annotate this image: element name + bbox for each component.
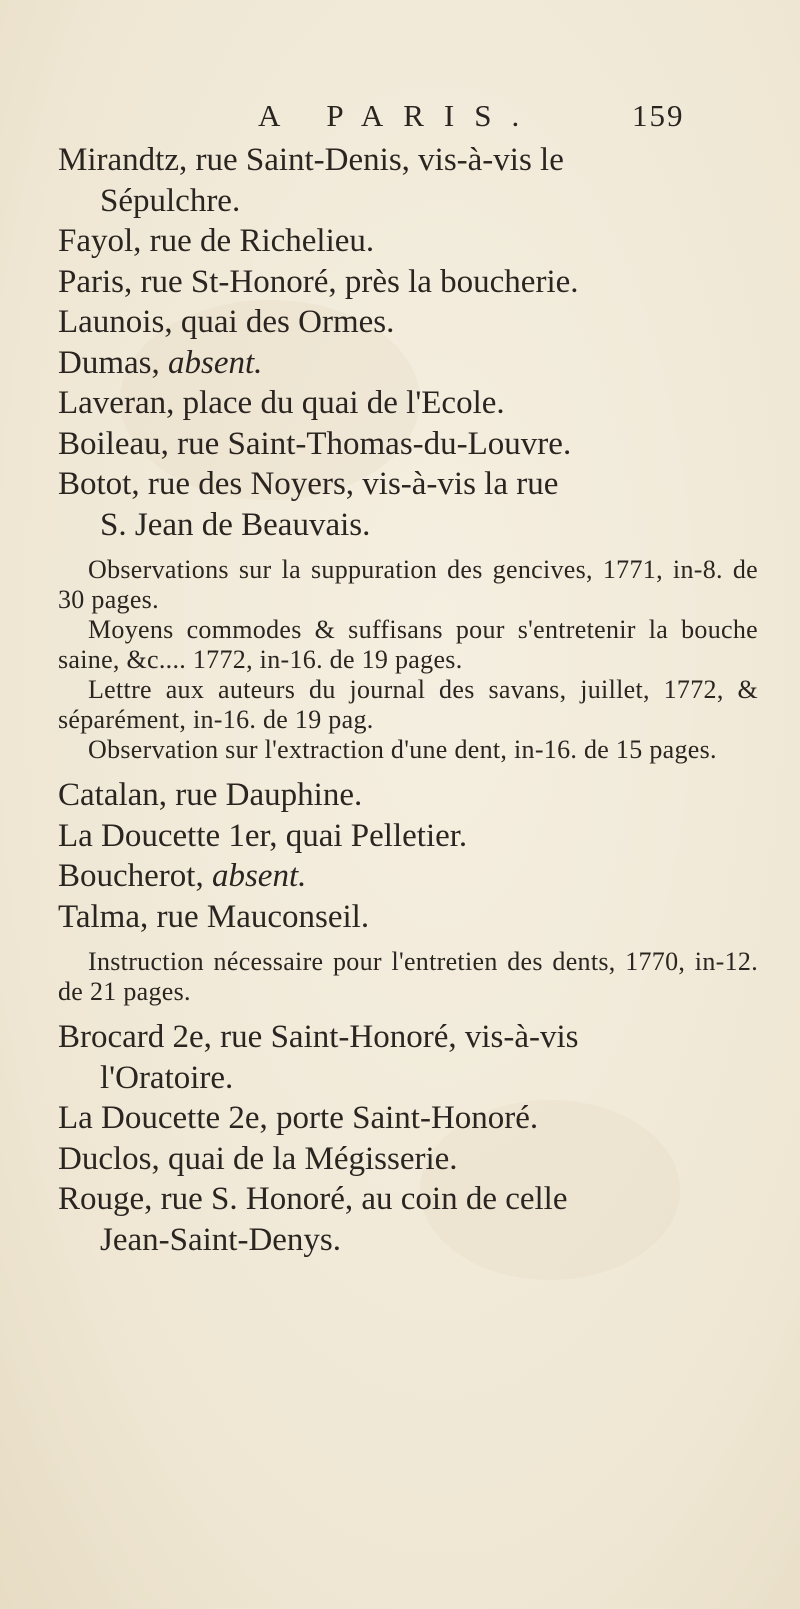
entry-line: La Doucette 2e, porte Saint-Honoré.: [58, 1100, 539, 1136]
entry-line: Duclos, quai de la Mégisserie.: [58, 1140, 458, 1177]
entry-italic: absent.: [211, 858, 307, 894]
entry-continuation: S. Jean de Beauvais.: [100, 506, 371, 543]
page-body: [58, 140, 758, 1260]
entry-duclos: [58, 1139, 758, 1180]
entry-line: Botot, rue des Noyers, vis-à-vis la rue: [58, 466, 559, 502]
note-observation: Observation sur l'extraction d'une dent, in-16. de 15 pages.: [88, 735, 717, 764]
entry-line: Fayol, rue de Richelieu.: [58, 223, 375, 259]
entry-line: Boileau, rue Saint-Thomas-du-Louvre.: [58, 425, 572, 462]
entry-dumas: [58, 343, 758, 384]
entry-line: Launois, quai des Ormes.: [58, 304, 395, 340]
note-moyens: Moyens commodes & suffisans pour s'entretenir la bouche saine, &c.... 1772, in-16. de 19 pages.: [58, 615, 758, 674]
entry-line: Brocard 2e, rue Saint-Honoré, vis-à-vis: [58, 1019, 579, 1055]
entry-line: Rouge, rue S. Honoré, au coin de celle: [58, 1181, 568, 1217]
entry-talma: [58, 897, 758, 938]
entry-la-doucette-2: [58, 1098, 758, 1139]
entry-line: La Doucette 1er, quai Pelletier.: [58, 817, 468, 854]
page-number: 159: [632, 98, 685, 133]
entry-botot: [58, 464, 758, 545]
note-observations: Observations sur la suppuration des gencives, 1771, in-8. de 30 pages.: [58, 555, 758, 614]
entry-line: Laveran, place du quai de l'Ecole.: [58, 385, 505, 421]
entry-catalan: [58, 775, 758, 816]
entry-laveran: [58, 383, 758, 424]
entry-continuation: Jean-Saint-Denys.: [100, 1221, 342, 1258]
entry-line: Dumas,: [58, 344, 168, 381]
entry-line: Boucherot,: [58, 858, 212, 894]
entry-mirandtz: [58, 140, 758, 221]
entry-la-doucette-1: [58, 816, 758, 857]
entry-continuation: Sépulchre.: [100, 182, 241, 219]
entry-italic: absent.: [168, 344, 263, 381]
running-head: A PARIS.: [258, 98, 540, 133]
entry-line: Catalan, rue Dauphine.: [58, 777, 363, 813]
note-lettre: Lettre aux auteurs du journal des savans, juillet, 1772, & séparément, in-16. de 19 pag.: [58, 675, 758, 734]
entry-brocard: [58, 1017, 758, 1098]
note-instruction: Instruction nécessaire pour l'entretien des dents, 1770, in-12. de 21 pages.: [58, 947, 758, 1006]
entry-fayol: [58, 221, 758, 262]
entry-line: Paris, rue St-Honoré, près la boucherie.: [58, 263, 579, 300]
entry-boucherot: [58, 856, 758, 897]
page-header: [0, 98, 800, 142]
entry-rouge: [58, 1179, 758, 1260]
entry-line: Talma, rue Mauconseil.: [58, 898, 370, 935]
entry-continuation: l'Oratoire.: [100, 1059, 234, 1096]
entry-launois: [58, 302, 758, 343]
entry-line: Mirandtz, rue Saint-Denis, vis-à-vis le: [58, 142, 564, 178]
entry-paris: [58, 262, 758, 303]
entry-boileau: [58, 424, 758, 465]
